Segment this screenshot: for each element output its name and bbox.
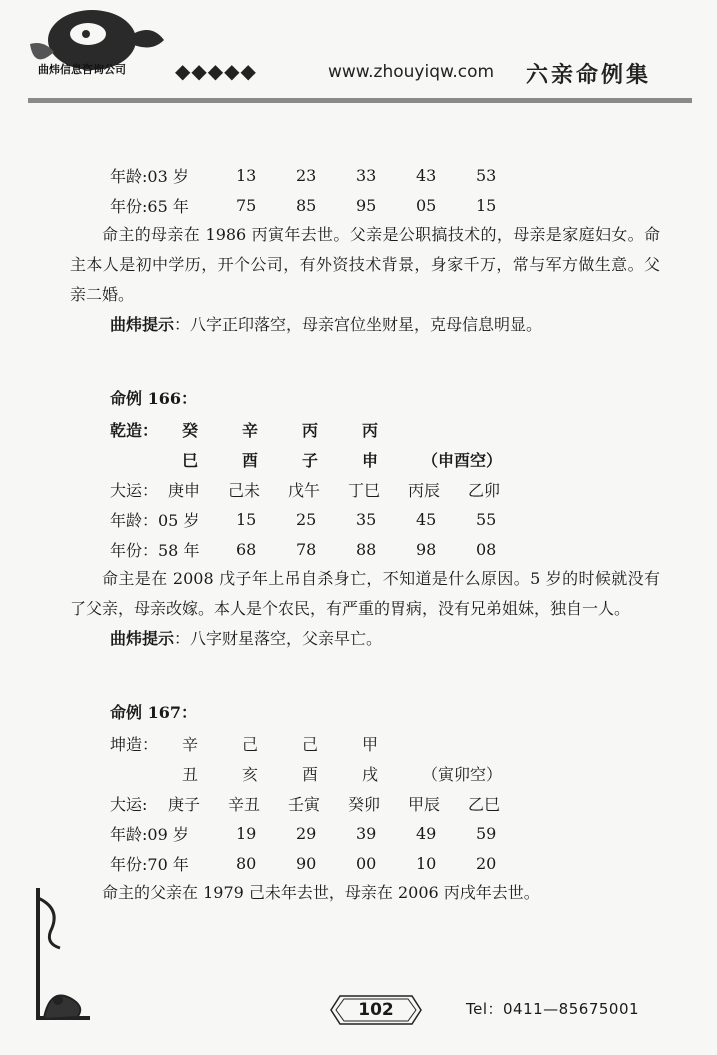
- stem: 癸: [182, 420, 199, 440]
- intro-age-row: [110, 160, 670, 190]
- dayun-item: 甲辰: [408, 794, 441, 814]
- year-label: 年份：58 年: [110, 540, 200, 560]
- dayun-item: 己未: [228, 480, 261, 500]
- stem: 丙: [362, 420, 379, 440]
- year-value: 08: [476, 539, 497, 559]
- case-167-age-row: [110, 818, 670, 848]
- intro-year-row: [110, 190, 670, 220]
- bazi-label: 坤造：: [110, 734, 159, 754]
- branch: 亥: [242, 764, 259, 784]
- age-value: 15: [236, 509, 257, 529]
- case-167-stems-row: [110, 728, 670, 758]
- void-note: （寅卯空）: [422, 764, 503, 784]
- age-value: 25: [296, 509, 317, 529]
- dayun-item: 癸卯: [348, 794, 381, 814]
- stem: 辛: [242, 420, 259, 440]
- dayun-label: 大运:: [110, 794, 148, 814]
- branch: 酉: [302, 764, 319, 784]
- note-label: 曲炜提示: [110, 629, 175, 648]
- dayun-label: 大运：: [110, 480, 159, 500]
- stem: 己: [302, 734, 319, 754]
- stem: 己: [242, 734, 259, 754]
- footer-tel: Tel：0411—85675001: [466, 1000, 640, 1018]
- age-value: 43: [416, 165, 437, 185]
- dayun-item: 戊午: [288, 480, 321, 500]
- dayun-item: 丙辰: [408, 480, 441, 500]
- year-label: 年份:65 年: [110, 196, 189, 216]
- year-value: 80: [236, 853, 257, 873]
- dayun-item: 丁巳: [348, 480, 381, 500]
- header-diamonds: ◆◆◆◆◆: [175, 59, 257, 83]
- case-166-paragraph: 命主是在 2008 戊子年上吊自杀身亡，不知道是什么原因。5 岁的时候就没有了父亲，母亲改嫁。本人是个农民，有严重的胃病，没有兄弟姐妹，独自一人。: [70, 569, 660, 618]
- header-rule: [28, 98, 692, 103]
- case-167-dayun-row: [110, 788, 670, 818]
- note-label: 曲炜提示: [110, 315, 175, 334]
- year-value: 68: [236, 539, 257, 559]
- age-value: 55: [476, 509, 497, 529]
- year-value: 90: [296, 853, 317, 873]
- branch: 戌: [362, 764, 379, 784]
- company-logo: [24, 0, 170, 82]
- case-166-dayun-row: [110, 474, 670, 504]
- year-value: 98: [416, 539, 437, 559]
- case-167-paragraph: 命主的父亲在 1979 己未年去世，母亲在 2006 丙戌年去世。: [102, 883, 540, 902]
- case-166-branches-row: [110, 444, 670, 474]
- logo-text: 曲炜信息咨询公司: [38, 63, 126, 76]
- branch: 申: [362, 450, 379, 470]
- year-value: 78: [296, 539, 317, 559]
- dayun-item: 壬寅: [288, 794, 321, 814]
- year-label: 年份:70 年: [110, 854, 189, 874]
- dayun-item: 乙巳: [468, 794, 501, 814]
- branch: 酉: [242, 450, 259, 470]
- age-label: 年龄:09 岁: [110, 824, 189, 844]
- age-value: 39: [356, 823, 377, 843]
- website-url: www.zhouyiqw.com: [328, 62, 495, 82]
- year-value: 88: [356, 539, 377, 559]
- age-value: 49: [416, 823, 437, 843]
- age-label: 年龄:03 岁: [110, 166, 189, 186]
- branch: 子: [302, 450, 319, 470]
- case-167-title: 命例 167：: [110, 703, 197, 722]
- intro-paragraph: 命主的母亲在 1986 丙寅年去世。父亲是公职搞技术的，母亲是家庭妇女。命主本人是初中学历，开个公司，有外资技术背景，身家千万，常与军方做生意。父亲二婚。: [70, 225, 660, 304]
- age-value: 29: [296, 823, 317, 843]
- dayun-item: 庚子: [168, 794, 201, 814]
- year-value: 10: [416, 853, 437, 873]
- book-title: 六亲命例集: [526, 62, 652, 88]
- case-167-branches-row: [110, 758, 670, 788]
- dayun-item: 庚申: [168, 480, 201, 500]
- age-value: 59: [476, 823, 497, 843]
- page-content: [70, 160, 670, 908]
- bazi-label: 乾造：: [110, 420, 159, 440]
- stem: 辛: [182, 734, 199, 754]
- case-166-age-row: [110, 504, 670, 534]
- case-166-title: 命例 166：: [110, 389, 197, 408]
- stem: 丙: [302, 420, 319, 440]
- year-value: 00: [356, 853, 377, 873]
- case-166-stems-row: [110, 414, 670, 444]
- case-166-year-row: [110, 534, 670, 564]
- year-value: 20: [476, 853, 497, 873]
- year-value: 95: [356, 195, 377, 215]
- case-167-year-row: [110, 848, 670, 878]
- note-text: ：八字财星落空，父亲早亡。: [174, 629, 383, 648]
- age-label: 年龄：05 岁: [110, 510, 200, 530]
- dayun-item: 辛丑: [228, 794, 261, 814]
- year-value: 75: [236, 195, 257, 215]
- age-value: 35: [356, 509, 377, 529]
- dayun-item: 乙卯: [468, 480, 501, 500]
- year-value: 15: [476, 195, 497, 215]
- age-value: 45: [416, 509, 437, 529]
- void-note: （申酉空）: [422, 450, 503, 470]
- page-number-frame: [330, 995, 422, 1025]
- age-value: 53: [476, 165, 497, 185]
- page-number: 102: [358, 1000, 394, 1020]
- note-text: ：八字正印落空，母亲宫位坐财星，克母信息明显。: [174, 315, 543, 334]
- corner-ornament-icon: [30, 888, 90, 1028]
- case-166-note: [110, 624, 670, 654]
- age-value: 23: [296, 165, 317, 185]
- year-value: 05: [416, 195, 437, 215]
- age-value: 13: [236, 165, 257, 185]
- branch: 丑: [182, 764, 199, 784]
- year-value: 85: [296, 195, 317, 215]
- intro-note: [110, 310, 670, 340]
- age-value: 19: [236, 823, 257, 843]
- stem: 甲: [362, 734, 379, 754]
- age-value: 33: [356, 165, 377, 185]
- branch: 巳: [182, 450, 199, 470]
